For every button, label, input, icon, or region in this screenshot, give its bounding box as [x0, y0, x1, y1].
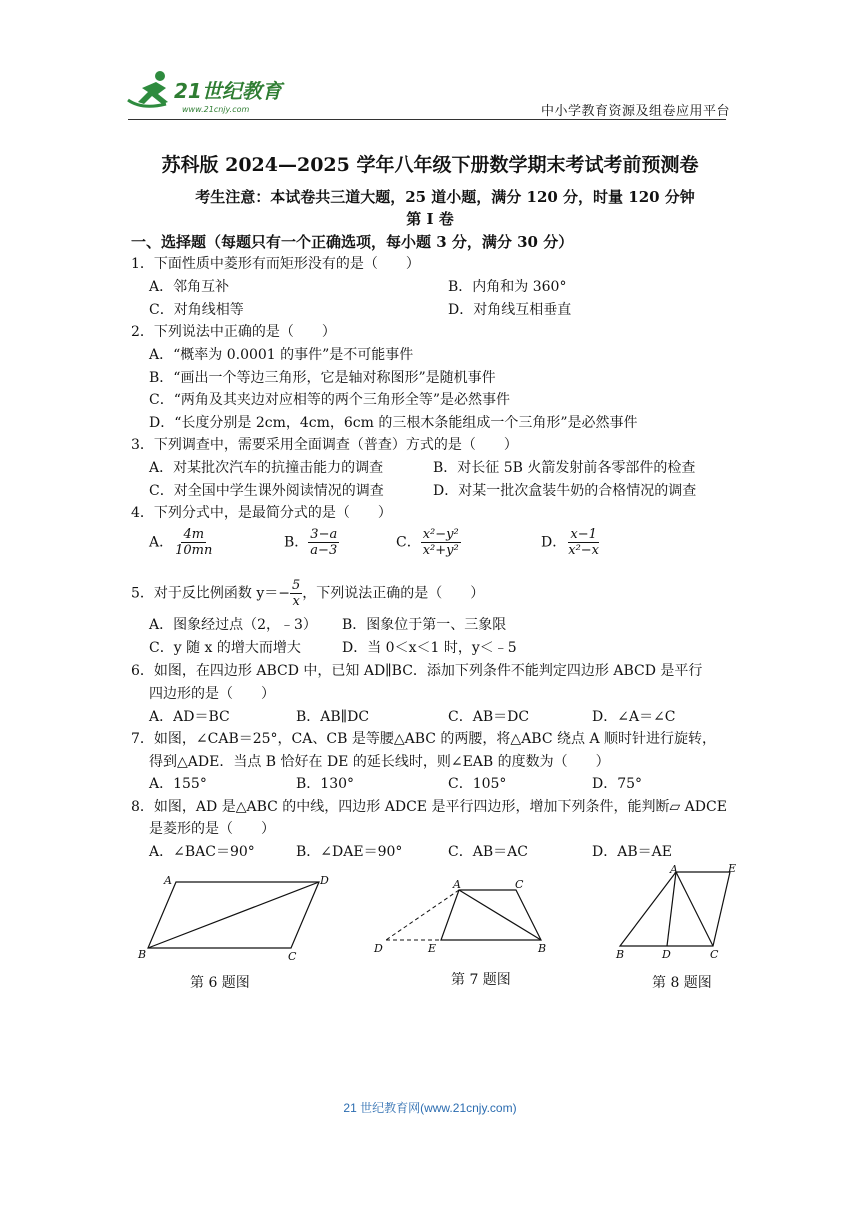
- q5-option-b: B．图象位于第一、三象限: [342, 617, 507, 633]
- q7-option-d: D．75°: [592, 776, 643, 792]
- q6-option-a: A．AD＝BC: [149, 709, 230, 725]
- q1-option-a: A．邻角互补: [149, 279, 230, 295]
- q2-option-b: B．“画出一个等边三角形，它是轴对称图形”是随机事件: [149, 370, 496, 386]
- exam-notice: 考生注意：本试卷共三道大题，25 道小题，满分 120 分，时量 120 分钟: [195, 188, 695, 206]
- question-7-stem: 7．如图，∠CAB＝25°，CA、CB 是等腰△ABC 的两腰，将△ABC 绕点 A 顺时针进行旋转，: [131, 731, 717, 747]
- question-8-stem-cont: 是菱形的是（ ）: [149, 821, 275, 837]
- q4-option-d-label: D．: [541, 534, 567, 551]
- q4-option-b-label: B．: [284, 534, 309, 551]
- q1-option-d: D．对角线互相垂直: [448, 302, 572, 318]
- fig6-label-c: C: [288, 950, 297, 962]
- fig8-label-d: D: [662, 948, 671, 961]
- q2-option-c: C．“两角及其夹边对应相等的两个三角形全等”是必然事件: [149, 392, 511, 408]
- question-3-stem: 3．下列调查中，需要采用全面调查（普查）方式的是（ ）: [131, 437, 518, 453]
- fig8-label-a: A: [670, 863, 678, 876]
- q5-option-c: C．y 随 x 的增大而增大: [149, 640, 301, 656]
- q2-option-d: D．“长度分别是 2cm，4cm，6cm 的三根木条能组成一个三角形”是必然事件: [149, 415, 638, 431]
- q8-option-d: D．AB＝AE: [592, 844, 672, 860]
- q7-option-a: A．155°: [149, 776, 207, 792]
- question-7-stem-cont: 得到△ADE．当点 B 恰好在 DE 的延长线时，则∠EAB 的度数为（ ）: [149, 754, 610, 770]
- runner-icon: [128, 71, 168, 106]
- q4-fraction-b: $\frac{3-a}{a-3}$: [310, 527, 338, 558]
- exam-title: 苏科版 2024—2025 学年八年级下册数学期末考试考前预测卷: [161, 154, 699, 176]
- fig6-label-b: B: [138, 948, 147, 961]
- q5-option-a: A．图象经过点（2，﹣3）: [149, 617, 317, 633]
- q3-option-a: A．对某批次汽车的抗撞击能力的调查: [149, 460, 384, 476]
- fig7-label-a: A: [453, 878, 461, 891]
- question-2-stem: 2．下列说法中正确的是（ ）: [131, 324, 336, 340]
- q4-option-c: [396, 527, 461, 558]
- volume-label: 第 I 卷: [406, 210, 454, 228]
- question-6-stem-cont: 四边形的是（ ）: [149, 686, 275, 702]
- fig8-label-e: E: [728, 862, 737, 875]
- header-divider: [128, 119, 726, 120]
- logo-url: www.21cnjy.com: [182, 105, 250, 114]
- q7-option-c: C．105°: [448, 776, 507, 792]
- fig8-label-b: B: [616, 948, 625, 961]
- q6-option-b: B．AB∥DC: [296, 709, 370, 725]
- q2-option-a: A．“概率为 0.0001 的事件”是不可能事件: [149, 347, 414, 363]
- fig7-label-e: E: [428, 942, 437, 955]
- q6-option-c: C．AB＝DC: [448, 709, 530, 725]
- fig8-label-c: C: [710, 948, 719, 961]
- q4-fraction-c: $\frac{\text{x²−y²}}{\text{x²+y²}}$: [422, 527, 459, 558]
- q4-option-a-label: A．: [149, 534, 174, 551]
- q6-option-d: D．∠A＝∠C: [592, 709, 676, 725]
- question-6-stem: 6．如图，在四边形 ABCD 中，已知 AD∥BC．添加下列条件不能判定四边形 ABCD 是平行: [131, 663, 703, 679]
- question-8-stem: 8．如图，AD 是△ABC 的中线，四边形 ADCE 是平行四边形，增加下列条件，能判断▱ ADCE: [131, 799, 727, 815]
- q8-option-c: C．AB＝AC: [448, 844, 528, 860]
- logo-text: 21世纪教育: [174, 79, 282, 103]
- figure-7-rotation: [366, 874, 556, 960]
- site-logo: [122, 66, 292, 116]
- q4-option-d: [541, 527, 601, 558]
- fig6-label-d: D: [320, 874, 329, 887]
- q5-fraction: $\frac{5}{x}$: [292, 578, 301, 609]
- q1-option-c: C．对角线相等: [149, 302, 244, 318]
- fig7-label-c: C: [515, 878, 524, 891]
- q8-option-b: B．∠DAE＝90°: [296, 844, 403, 860]
- figure-7-caption: 第 7 题图: [451, 972, 511, 988]
- q4-fraction-d: $\frac{x-1}{\text{x²−x}}$: [568, 527, 600, 558]
- section-heading: 一、选择题（每题只有一个正确选项，每小题 3 分，满分 30 分）: [131, 233, 574, 251]
- q4-fraction-a: $\frac{4m}{10mn}$: [175, 527, 213, 558]
- q4-option-a: [149, 527, 214, 558]
- q7-option-b: B．130°: [296, 776, 355, 792]
- q5-option-d: D．当 0＜x＜1 时，y＜﹣5: [342, 640, 517, 656]
- q3-option-b: B．对长征 5B 火箭发射前各零部件的检查: [433, 460, 696, 476]
- question-4-stem: 4．下列分式中，是最简分式的是（ ）: [131, 505, 392, 521]
- q4-option-b: [284, 527, 339, 558]
- question-5-stem: 5．对于反比例函数 y＝− $\frac{5}{x}$ ，下列说法正确的是（ ）: [131, 578, 485, 609]
- footer-site-link[interactable]: 21 世纪教育网(www.21cnjy.com): [343, 1101, 517, 1115]
- fig7-label-b: B: [538, 942, 547, 955]
- q3-option-d: D．对某一批次盒装牛奶的合格情况的调查: [433, 483, 697, 499]
- q4-option-c-label: C．: [396, 534, 421, 551]
- fig7-label-d: D: [374, 942, 383, 955]
- figure-6-parallelogram: [132, 870, 342, 962]
- question-1-stem: 1．下面性质中菱形有而矩形没有的是（ ）: [131, 256, 420, 272]
- figure-8-caption: 第 8 题图: [652, 975, 712, 991]
- fig6-label-a: A: [164, 874, 172, 887]
- q8-option-a: A．∠BAC＝90°: [149, 844, 255, 860]
- figure-8-rhombus-check: [610, 860, 740, 964]
- header-platform-text: 中小学教育资源及组卷应用平台: [541, 104, 731, 119]
- q1-option-b: B．内角和为 360°: [448, 279, 567, 295]
- q3-option-c: C．对全国中学生课外阅读情况的调查: [149, 483, 384, 499]
- figure-6-caption: 第 6 题图: [190, 975, 250, 991]
